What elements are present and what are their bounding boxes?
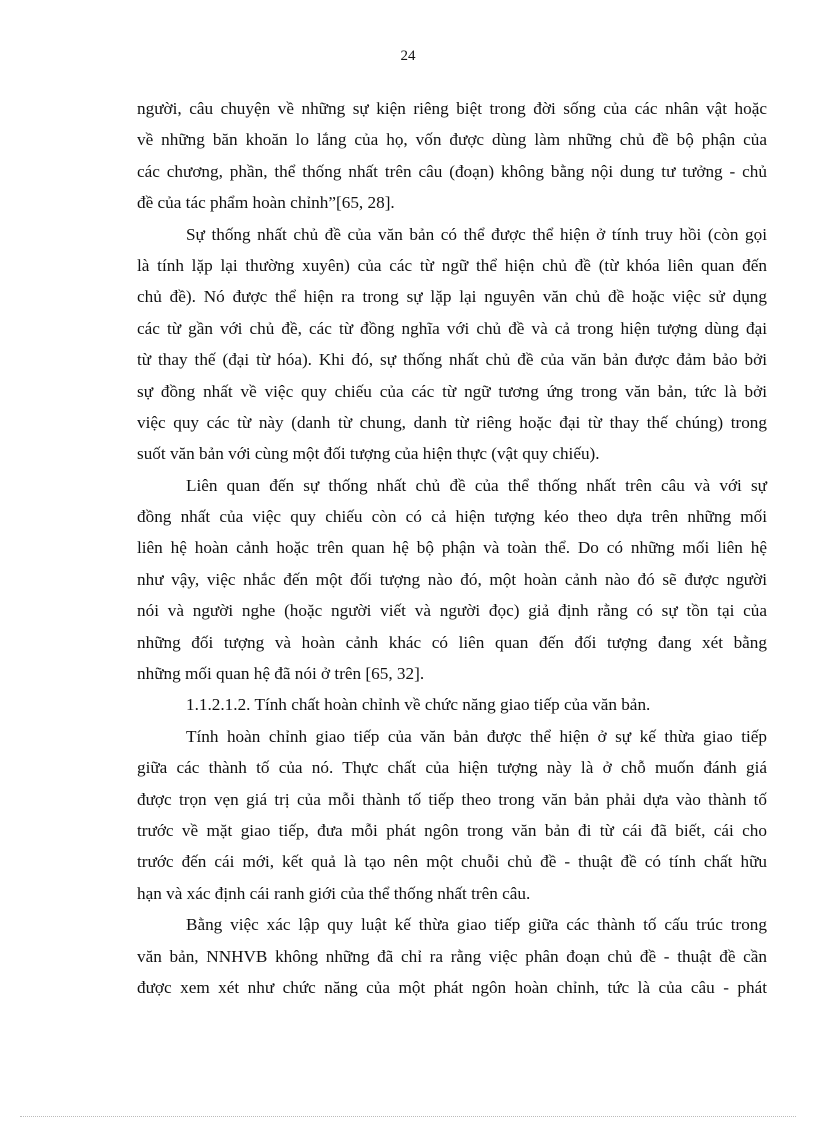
text-line: giữa các thành tố của nó. Thực chất của hiện tượng này là ở chỗ muốn đánh giá xyxy=(137,758,767,778)
text-line: Bằng việc xác lập quy luật kế thừa giao tiếp giữa các thành tố cấu trúc trong xyxy=(186,915,767,935)
text-line: được xem xét như chức năng của một phát ngôn hoàn chỉnh, tức là của câu - phát xyxy=(137,977,767,997)
text-line: sự đồng nhất về việc quy chiếu của các từ ngữ tương ứng trong văn bản, tức là bởi xyxy=(137,381,767,401)
text-line: văn bản, NNHVB không những đã chỉ ra rằng việc phân đoạn chủ đề - thuật đề cần xyxy=(137,946,767,966)
text-line: chủ đề). Nó được thể hiện ra trong sự lặp lại nguyên văn chủ đề hoặc việc sử dụng xyxy=(137,287,767,307)
text-line: những đối tượng và hoàn cảnh khác có liên quan đến đối tượng đang xét bằng xyxy=(137,632,767,652)
paragraph xyxy=(137,222,767,473)
page-number: 24 xyxy=(400,48,416,64)
text-line: như vậy, việc nhắc đến một đối tượng nào đó, một hoàn cảnh nào đó sẽ được người xyxy=(137,569,767,589)
paragraph xyxy=(137,912,767,1006)
text-line: 1.1.2.1.2. Tính chất hoàn chỉnh về chức năng giao tiếp của văn bản. xyxy=(186,695,651,715)
text-line: các từ gần với chủ đề, các từ đồng nghĩa với chủ đề và cả trong hiện tượng dùng đại xyxy=(137,318,767,338)
page-bottom-divider xyxy=(20,1116,796,1117)
paragraph xyxy=(137,96,767,222)
text-line: đề của tác phẩm hoàn chỉnh”[65, 28]. xyxy=(137,193,395,213)
text-line: liên hệ hoàn cảnh hoặc trên quan hệ bộ phận và toàn thể. Do có những mối liên hệ xyxy=(137,538,767,558)
text-line: về những băn khoăn lo lắng của họ, vốn được dùng làm những chủ đề bộ phận của xyxy=(137,130,767,150)
text-line: được trọn vẹn giá trị của mỗi thành tố tiếp theo trong văn bản phải dựa vào thành tố xyxy=(137,789,767,809)
text-line: suốt văn bản với cùng một đối tượng của hiện thực (vật quy chiếu). xyxy=(137,444,600,464)
text-line: hạn và xác định cái ranh giới của thể thống nhất trên câu. xyxy=(137,883,531,903)
paragraph xyxy=(137,473,767,693)
text-line: việc quy các từ này (danh từ chung, danh từ riêng hoặc đại từ thay thế chúng) trong xyxy=(137,412,767,432)
text-line: là tính lặp lại thường xuyên) của các từ ngữ thể hiện chủ đề (từ khóa liên quan đến xyxy=(137,255,767,275)
text-line: các chương, phần, thể thống nhất trên câu (đoạn) không bằng nội dung tư tưởng - chủ xyxy=(137,161,767,181)
text-line: từ thay thế (đại từ hóa). Khi đó, sự thống nhất chủ đề của văn bản được đảm bảo bởi xyxy=(137,350,767,370)
text-line: nói và người nghe (hoặc người viết và người đọc) giả định rằng có sự tồn tại của xyxy=(137,601,767,621)
text-line: Sự thống nhất chủ đề của văn bản có thể được thể hiện ở tính truy hồi (còn gọi xyxy=(186,224,767,244)
paragraph xyxy=(137,724,767,912)
text-line: Liên quan đến sự thống nhất chủ đề của thể thống nhất trên câu và với sự xyxy=(186,475,767,495)
text-line: những mối quan hệ đã nói ở trên [65, 32]. xyxy=(137,664,425,684)
text-line: người, câu chuyện về những sự kiện riêng biệt trong đời sống của các nhân vật hoặc xyxy=(137,99,767,118)
text-line: Tính hoàn chỉnh giao tiếp của văn bản được thể hiện ở sự kế thừa giao tiếp xyxy=(186,726,767,746)
paragraph xyxy=(137,692,767,723)
document-body xyxy=(137,96,767,1006)
text-line: trước về mặt giao tiếp, đưa mỗi phát ngôn trong văn bản đi từ cái đã biết, cái cho xyxy=(137,820,767,840)
text-line: đồng nhất của việc quy chiếu còn có cả hiện tượng kéo theo dựa trên những mối xyxy=(137,507,767,527)
text-line: trước đến cái mới, kết quả là tạo nên một chuỗi chủ đề - thuật đề có tính chất hữu xyxy=(137,852,767,872)
